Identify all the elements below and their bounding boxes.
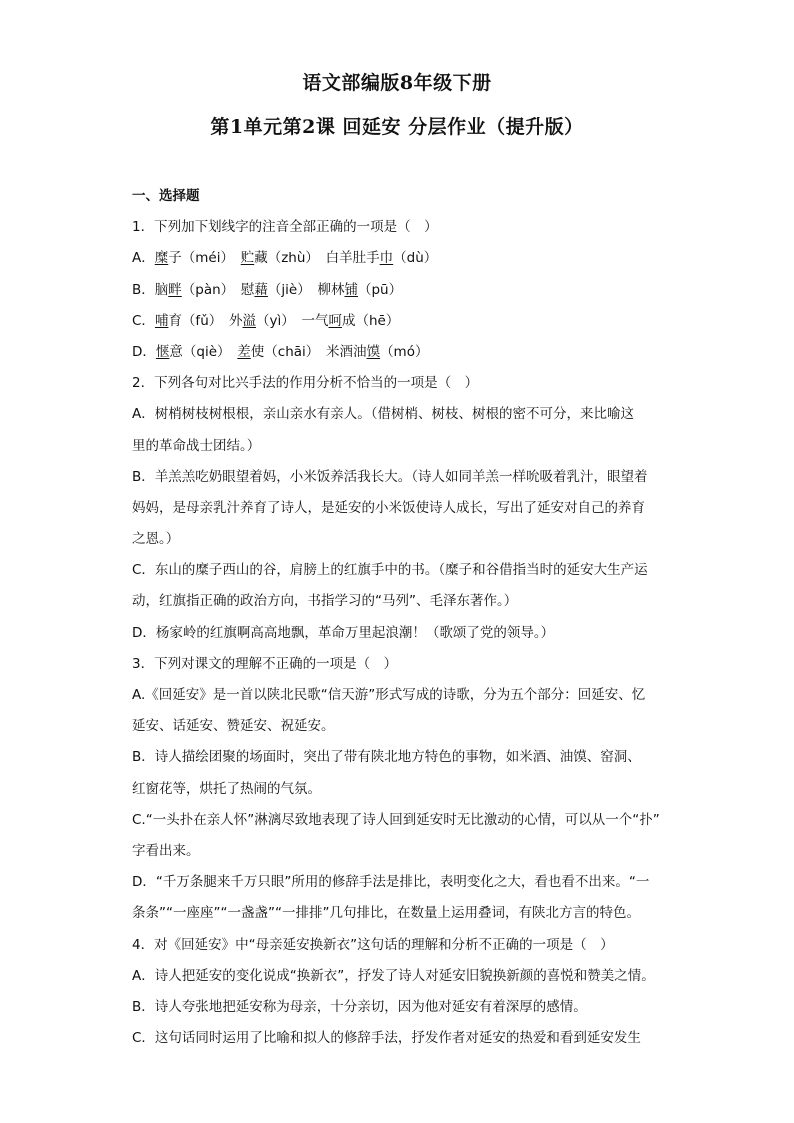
question-3-option-a: A.《回延安》是一首以陕北民歌“信天游”形式写成的诗歌，分为五个部分：回延安、忆 (132, 687, 646, 703)
question-1-option-d: D．惬意（qiè） 差使（chāi） 米酒油馍（mó） (132, 343, 429, 360)
question-1-stem: 1．下列加下划线字的注音全部正确的一项是（ ） (132, 219, 438, 236)
question-2-option-c: C．东山的糜子西山的谷，肩膀上的红旗手中的书。（糜子和谷借指当时的延安大生产运 (132, 562, 648, 579)
question-4-option-b: B．诗人夸张地把延安称为母亲，十分亲切，因为他对延安有着深厚的感情。 (132, 998, 587, 1015)
question-3-option-a-cont: 延安、话延安、赞延安、祝延安。 (132, 718, 335, 735)
question-3-option-b: B．诗人描绘团聚的场面时，突出了带有陕北地方特色的事物，如米酒、油馍、窑洞、 (132, 749, 641, 766)
question-2-option-a: A．树梢树枝树根根，亲山亲水有亲人。（借树梢、树枝、树根的密不可分，来比喻这 (132, 406, 634, 423)
section-heading: 一、选择题 (132, 188, 200, 204)
question-3-option-d: D．“千万条腿来千万只眼”所用的修辞手法是排比，表明变化之大，看也看不出来。“一 (132, 874, 650, 891)
question-2-option-b-cont2: 之恩。） (132, 531, 180, 548)
question-2-option-b: B．羊羔羔吃奶眼望着妈，小米饭养活我长大。（诗人如同羊羔一样吮吸着乳汁，眼望着 (132, 468, 648, 485)
document-subtitle: 第1单元第2课 回延安 分层作业（提升版） (210, 116, 584, 138)
document-body (132, 184, 670, 1057)
question-4-stem: 4．对《回延安》中“母亲延安换新衣”这句话的理解和分析不正确的一项是（ ） (132, 936, 614, 953)
question-3-option-b-cont: 红窗花等，烘托了热闹的气氛。 (132, 780, 321, 797)
question-2-option-a-cont: 里的革命战士团结。） (132, 437, 261, 454)
question-2-option-d: D．杨家岭的红旗啊高高地飘，革命万里起浪潮！（歌颂了党的领导。） (132, 624, 555, 641)
question-3-option-d-cont: 条条”“一座座”“一盏盏”“一排排”几句排比，在数量上运用叠词，有陕北方言的特色。 (132, 905, 640, 922)
question-2-stem: 2．下列各句对比兴手法的作用分析不恰当的一项是（ ） (132, 375, 479, 392)
question-2-option-c-cont: 动，红旗指正确的政治方向，书指学习的“马列”、毛泽东著作。） (132, 593, 518, 610)
question-3-option-c-cont: 字看出来。 (132, 842, 200, 859)
question-2-option-b-cont: 妈妈，是母亲乳汁养育了诗人，是延安的小米饭使诗人成长，写出了延安对自己的养育 (132, 499, 645, 516)
question-1-option-b: B．脑畔（pàn） 慰藉（jiè） 柳林铺（pū） (132, 281, 403, 298)
document-title: 语文部编版8年级下册 (302, 72, 492, 94)
question-3-option-c: C.“一头扑在亲人怀”淋漓尽致地表现了诗人回到延安时无比激动的心情，可以从一个“扑” (132, 811, 660, 828)
question-4-option-c: C．这句话同时运用了比喻和拟人的修辞手法，抒发作者对延安的热爱和看到延安发生 (132, 1030, 641, 1047)
question-1-option-c: C．哺育（fǔ） 外溢（yì） 一气呵成（hē） (132, 312, 400, 329)
question-3-stem: 3．下列对课文的理解不正确的一项是（ ） (132, 655, 398, 672)
question-1-option-a: A．糜子（méi） 贮藏（zhù） 白羊肚手巾（dù） (132, 250, 438, 267)
question-4-option-a: A．诗人把延安的变化说成“换新衣”，抒发了诗人对延安旧貌换新颜的喜悦和赞美之情。 (132, 967, 655, 984)
